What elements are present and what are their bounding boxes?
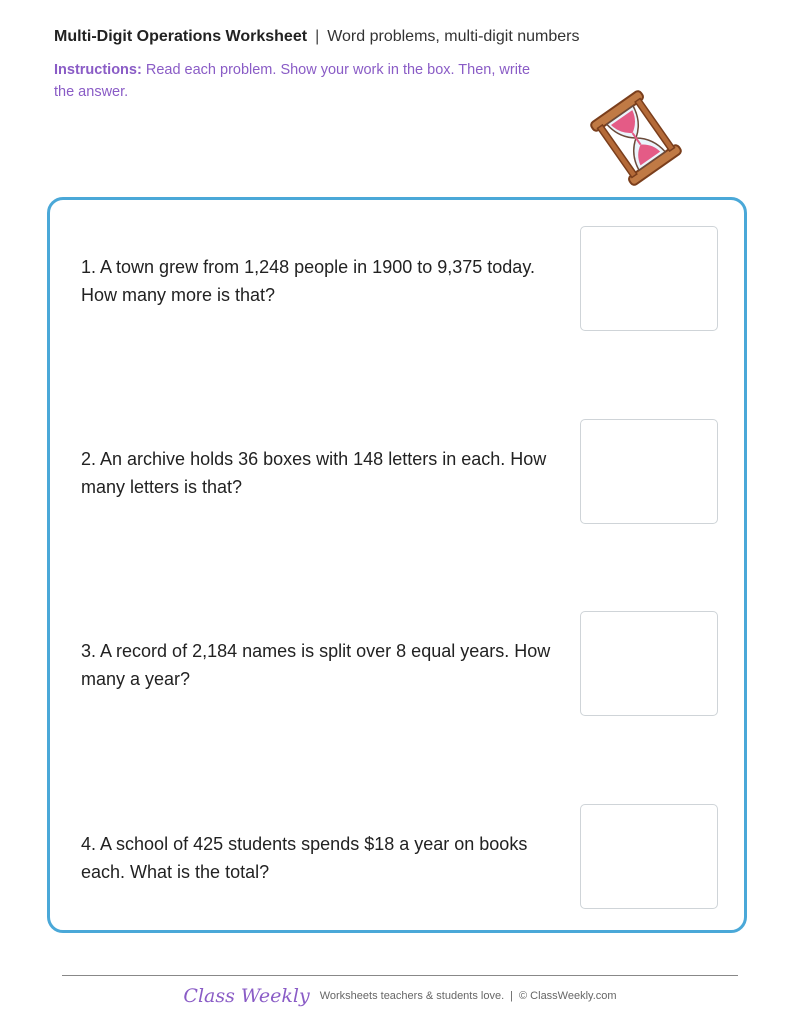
- worksheet-title: Multi-Digit Operations Worksheet: [54, 28, 308, 45]
- footer-copyright: © ClassWeekly.com: [519, 990, 617, 1002]
- answer-box-3[interactable]: [580, 611, 718, 716]
- answer-box-2[interactable]: [580, 419, 718, 524]
- worksheet-header: [54, 27, 579, 47]
- footer: [0, 985, 800, 1007]
- footer-separator: |: [510, 990, 514, 1002]
- problem-1: 1. A town grew from 1,248 people in 1900 to 9,375 today. How many more is that?: [81, 257, 535, 305]
- footer-divider: [62, 975, 738, 976]
- instructions: [54, 59, 554, 103]
- worksheet-subtitle: Word problems, multi-digit numbers: [327, 28, 580, 45]
- answer-box-4[interactable]: [580, 804, 718, 909]
- instructions-text: Read each problem. Show your work in the box. Then, write the answer.: [54, 62, 531, 100]
- problem-4: 4. A school of 425 students spends $18 a year on books each. What is the total?: [81, 834, 528, 882]
- header-separator: |: [315, 28, 320, 45]
- hourglass-icon: [584, 88, 688, 188]
- problem-3: 3. A record of 2,184 names is split over 8 equal years. How many a year?: [81, 641, 551, 689]
- footer-tagline: Worksheets teachers & students love.: [319, 990, 505, 1002]
- problem-2: 2. An archive holds 36 boxes with 148 letters in each. How many letters is that?: [81, 449, 547, 497]
- brand-logo: Class Weekly: [183, 985, 310, 1007]
- instructions-label: Instructions:: [54, 62, 142, 78]
- answer-box-1[interactable]: [580, 226, 718, 331]
